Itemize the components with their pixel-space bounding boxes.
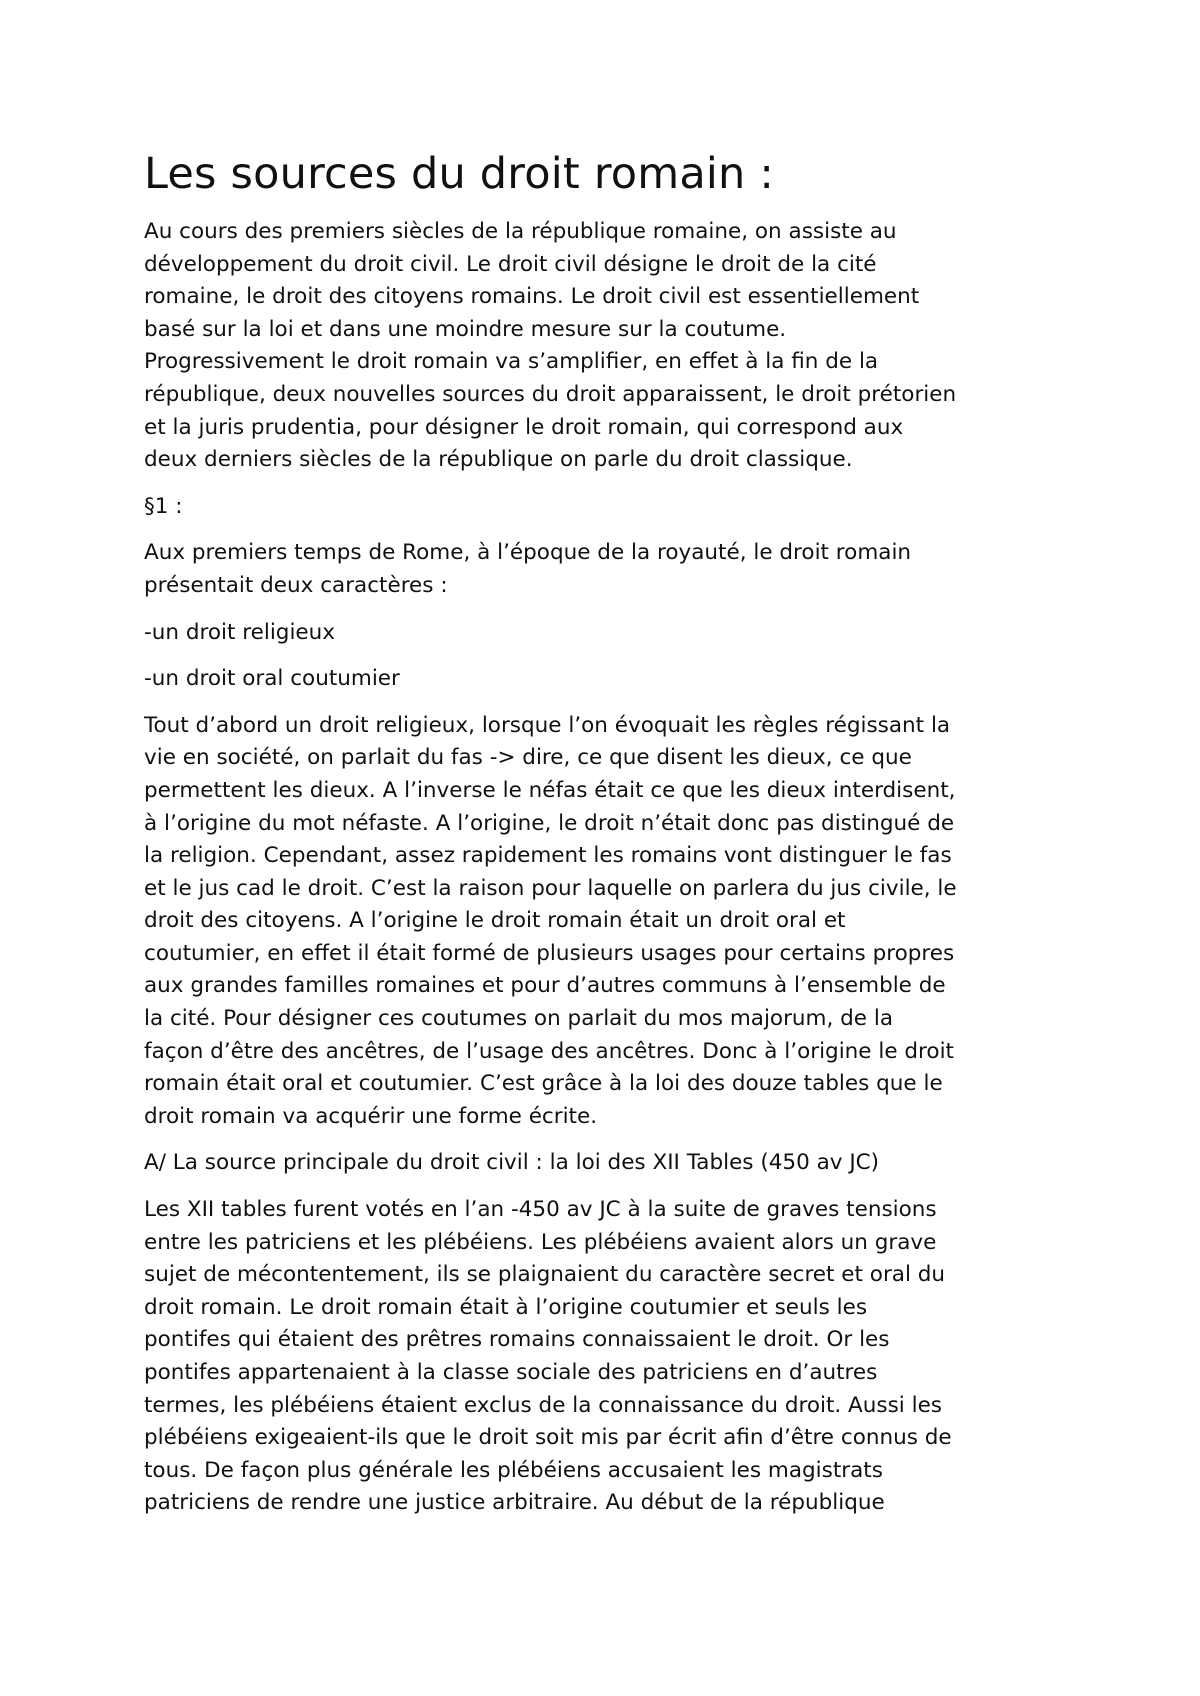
text-line: basé sur la loi et dans une moindre mesure sur la coutume. — [144, 316, 787, 342]
paragraph — [144, 663, 1074, 696]
text-line: pontifes qui étaient des prêtres romains connaissaient le droit. Or les — [144, 1327, 890, 1353]
text-line: présentait deux caractères : — [144, 572, 448, 598]
text-line: plébéiens exigeaient-ils que le droit soit mis par écrit afin d’être connus de — [144, 1425, 952, 1451]
text-line: coutumier, en effet il était formé de plusieurs usages pour certains propres — [144, 940, 955, 966]
text-line: à l’origine du mot néfaste. A l’origine, le droit n’était donc pas distingué de — [144, 810, 955, 836]
text-line: droit romain. Le droit romain était à l’origine coutumier et seuls les — [144, 1294, 868, 1320]
text-line: république, deux nouvelles sources du droit apparaissent, le droit prétorien — [144, 381, 957, 407]
paragraph — [144, 537, 1074, 602]
paragraph — [144, 1147, 1074, 1180]
paragraph — [144, 491, 1074, 524]
paragraph — [144, 617, 1074, 650]
text-line: Au cours des premiers siècles de la république romaine, on assiste au — [144, 219, 897, 244]
text-line: -un droit oral coutumier — [144, 666, 400, 692]
text-line: -un droit religieux — [144, 619, 335, 645]
text-line: vie en société, on parlait du fas -> dire, ce que disent les dieux, ce que — [144, 745, 912, 771]
text-line: termes, les plébéiens étaient exclus de la connaissance du droit. Aussi les — [144, 1392, 943, 1418]
paragraph — [144, 1194, 1074, 1520]
paragraph — [144, 710, 1074, 1134]
text-line: la religion. Cependant, assez rapidement les romains vont distinguer le fas — [144, 843, 952, 869]
text-line: et la juris prudentia, pour désigner le droit romain, qui correspond aux — [144, 414, 904, 440]
text-line: et le jus cad le droit. C’est la raison pour laquelle on parlera du jus civile, le — [144, 875, 957, 901]
text-line: §1 : — [144, 493, 183, 519]
text-line: droit des citoyens. A l’origine le droit romain était un droit oral et — [144, 908, 846, 934]
text-line: la cité. Pour désigner ces coutumes on parlait du mos majorum, de la — [144, 1006, 894, 1032]
text-line: droit romain va acquérir une forme écrite. — [144, 1103, 598, 1129]
text-line: pontifes appartenaient à la classe sociale des patriciens en d’autres — [144, 1360, 878, 1385]
text-line: entre les patriciens et les plébéiens. Les plébéiens avaient alors un grave — [144, 1229, 937, 1255]
text-line: Les XII tables furent votés en l’an -450 av JC à la suite de graves tensions — [144, 1197, 937, 1223]
text-line: Tout d’abord un droit religieux, lorsque l’on évoquait les règles régissant la — [144, 712, 951, 738]
text-line: deux derniers siècles de la république on parle du droit classique. — [144, 447, 853, 473]
document-title: Les sources du droit romain : — [144, 149, 775, 199]
text-line: Aux premiers temps de Rome, à l’époque de la royauté, le droit romain — [144, 540, 912, 566]
text-line: façon d’être des ancêtres, de l’usage des ancêtres. Donc à l’origine le droit — [144, 1038, 954, 1064]
text-line: aux grandes familles romaines et pour d’autres communs à l’ensemble de — [144, 973, 946, 999]
text-line: Progressivement le droit romain va s’amplifier, en effet à la fin de la — [144, 349, 879, 375]
text-line: romaine, le droit des citoyens romains. Le droit civil est essentiellement — [144, 284, 920, 310]
paragraph — [144, 216, 1074, 477]
text-line: sujet de mécontentement, ils se plaignaient du caractère secret et oral du — [144, 1262, 946, 1288]
text-line: A/ La source principale du droit civil : la loi des XII Tables (450 av JC) — [144, 1150, 880, 1176]
document-body — [144, 216, 1074, 1520]
text-line: tous. De façon plus générale les plébéiens accusaient les magistrats — [144, 1457, 883, 1483]
text-line: patriciens de rendre une justice arbitraire. Au début de la république — [144, 1490, 885, 1516]
text-line: permettent les dieux. A l’inverse le néfas était ce que les dieux interdisent, — [144, 777, 956, 803]
text-line: développement du droit civil. Le droit civil désigne le droit de la cité — [144, 251, 877, 277]
document-content — [144, 148, 1074, 1534]
text-line: romain était oral et coutumier. C’est grâce à la loi des douze tables que le — [144, 1071, 943, 1097]
